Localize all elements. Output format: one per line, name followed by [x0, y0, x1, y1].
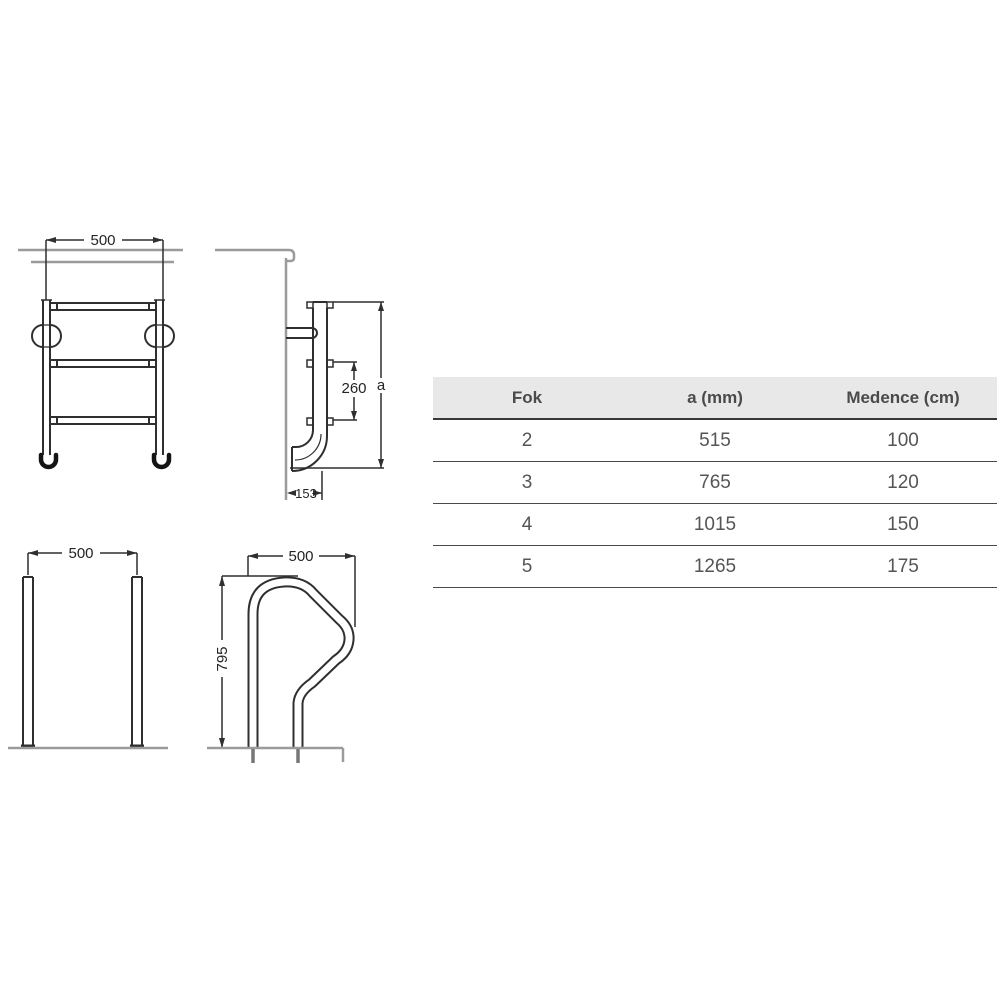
- table-header-row: [433, 377, 997, 419]
- table-cell: 100: [809, 419, 997, 462]
- handrail-width-dimension-label: 500: [288, 548, 314, 565]
- front-width-dimension-label: 500: [90, 232, 116, 249]
- table-cell: 515: [621, 419, 809, 462]
- posts-view-drawing: [8, 545, 168, 748]
- handrail-view-drawing: [207, 548, 355, 763]
- posts-width-dimension-label: 500: [68, 545, 94, 562]
- column-header-medence-cm: Medence (cm): [809, 377, 997, 419]
- table-cell: 5: [433, 546, 621, 588]
- table-cell: 1015: [621, 504, 809, 546]
- side-wall-offset-dimension-label: 153: [295, 486, 317, 501]
- table-cell: 2: [433, 419, 621, 462]
- front-view-drawing: [18, 232, 183, 467]
- handrail-height-dimension-label: 795: [214, 646, 231, 672]
- table-cell: 765: [621, 462, 809, 504]
- side-step-spacing-dimension-label: 260: [341, 380, 367, 397]
- spec-table: [433, 377, 997, 588]
- side-view-drawing: [215, 250, 386, 501]
- table-cell: 4: [433, 504, 621, 546]
- table-cell: 120: [809, 462, 997, 504]
- side-height-dimension-label: a: [376, 377, 386, 394]
- table-cell: 1265: [621, 546, 809, 588]
- table-row: [433, 419, 997, 462]
- column-header-a-mm: a (mm): [621, 377, 809, 419]
- table-row: [433, 546, 997, 588]
- table-cell: 150: [809, 504, 997, 546]
- table-row: [433, 504, 997, 546]
- table-cell: 3: [433, 462, 621, 504]
- table-row: [433, 462, 997, 504]
- table-cell: 175: [809, 546, 997, 588]
- column-header-fok: Fok: [433, 377, 621, 419]
